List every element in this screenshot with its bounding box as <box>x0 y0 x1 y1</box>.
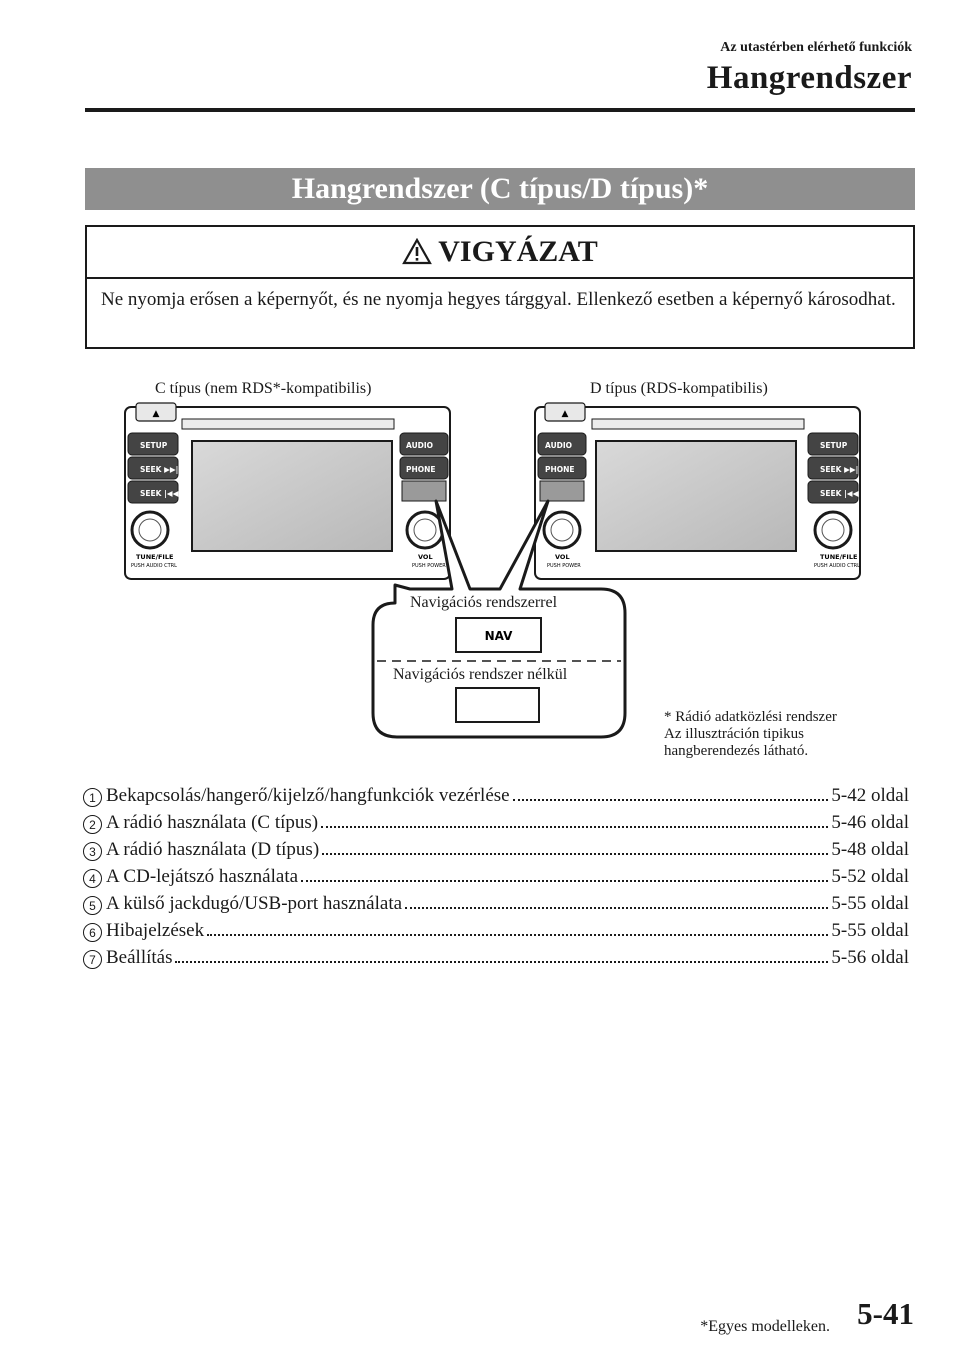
leader-dots <box>321 826 828 828</box>
figure-note-line-3: hangberendezés látható. <box>664 743 809 759</box>
caution-text: Ne nyomja erősen a képernyőt, és ne nyomja hegyes tárggyal. Ellenkező esetben a képernyő károsodhat. <box>101 289 896 310</box>
c-type-unit <box>125 403 450 579</box>
d-setup-button[interactable]: SETUP <box>820 441 848 450</box>
warning-icon <box>402 238 432 265</box>
d-tune-sublabel: PUSH AUDIO CTRL <box>814 563 860 569</box>
d-tune-label: TUNE/FILE <box>820 553 858 561</box>
toc-page-ref[interactable]: 5-56 oldal <box>831 947 909 968</box>
leader-dots <box>322 853 828 855</box>
c-tune-label: TUNE/FILE <box>136 553 174 561</box>
c-seek-down-button[interactable]: SEEK |◀◀ <box>140 489 179 498</box>
c-audio-button[interactable]: AUDIO <box>406 441 434 450</box>
caution-box <box>85 225 915 349</box>
toc-label: A CD-lejátszó használata <box>106 866 299 887</box>
toc-item[interactable] <box>83 916 909 942</box>
d-display-screen[interactable] <box>596 441 796 551</box>
toc-item[interactable] <box>83 835 909 861</box>
blank-button-illustration <box>456 688 539 722</box>
d-seek-up-button[interactable]: SEEK ▶▶| <box>820 465 859 474</box>
caution-heading <box>87 227 913 279</box>
figure-note <box>664 709 837 760</box>
leader-dots <box>301 880 828 882</box>
toc-page-ref[interactable]: 5-55 oldal <box>831 893 909 914</box>
header-rule <box>85 108 915 112</box>
toc-page-ref[interactable]: 5-52 oldal <box>831 866 909 887</box>
d-vol-label: VOL <box>555 553 570 561</box>
toc-item[interactable] <box>83 808 909 834</box>
c-nav-slot[interactable] <box>402 481 446 501</box>
toc-item[interactable] <box>83 889 909 915</box>
c-phone-button[interactable]: PHONE <box>406 465 436 474</box>
leader-dots <box>175 961 828 963</box>
audio-units-illustration <box>0 395 960 745</box>
leader-dots <box>405 907 828 909</box>
toc-page-ref[interactable]: 5-46 oldal <box>831 812 909 833</box>
d-audio-button[interactable]: AUDIO <box>545 441 573 450</box>
toc-page-ref[interactable]: 5-55 oldal <box>831 920 909 941</box>
item-number: 5 <box>83 896 102 915</box>
d-type-caption: D típus (RDS-kompatibilis) <box>590 380 768 397</box>
toc-label: Bekapcsolás/hangerő/kijelző/hangfunkciók vezérlése <box>106 785 510 806</box>
toc-item[interactable] <box>83 781 909 807</box>
toc-page-ref[interactable]: 5-48 oldal <box>831 839 909 860</box>
toc-label: A rádió használata (D típus) <box>106 839 320 860</box>
toc-item[interactable] <box>83 943 909 969</box>
item-number: 7 <box>83 950 102 969</box>
header-title: Hangrendszer <box>706 60 912 96</box>
figure-note-line-2: Az illusztráción tipikus <box>664 726 804 742</box>
leader-dots <box>207 934 828 936</box>
item-number: 4 <box>83 869 102 888</box>
toc-item[interactable] <box>83 862 909 888</box>
c-vol-sublabel: PUSH POWER <box>412 563 446 569</box>
c-vol-label: VOL <box>418 553 433 561</box>
with-nav-label: Navigációs rendszerrel <box>410 594 558 611</box>
d-seek-down-button[interactable]: SEEK |◀◀ <box>820 489 859 498</box>
c-seek-up-button[interactable]: SEEK ▶▶| <box>140 465 179 474</box>
header-section: Az utastérben elérhető funkciók <box>720 40 912 55</box>
page-number: 5-41 <box>857 1296 914 1331</box>
toc-label: Hibajelzések <box>106 920 205 941</box>
section-band-title: Hangrendszer (C típus/D típus)* <box>85 168 915 210</box>
d-vol-sublabel: PUSH POWER <box>547 563 581 569</box>
d-nav-slot[interactable] <box>540 481 584 501</box>
d-eject-button[interactable]: ▲ <box>561 409 569 419</box>
c-eject-button[interactable]: ▲ <box>152 409 160 419</box>
item-number: 3 <box>83 842 102 861</box>
leader-dots <box>513 799 829 801</box>
without-nav-label: Navigációs rendszer nélkül <box>393 666 568 683</box>
c-tune-sublabel: PUSH AUDIO CTRL <box>131 563 177 569</box>
toc-label: A külső jackdugó/USB-port használata <box>106 893 403 914</box>
item-number: 1 <box>83 788 102 807</box>
d-type-unit <box>535 403 860 579</box>
footer-note: *Egyes modelleken. <box>700 1318 830 1335</box>
item-number: 6 <box>83 923 102 942</box>
toc-label: A rádió használata (C típus) <box>106 812 319 833</box>
figure-note-line-1: * Rádió adatközlési rendszer <box>664 709 837 725</box>
nav-button-label: NAV <box>484 629 513 643</box>
d-phone-button[interactable]: PHONE <box>545 465 575 474</box>
c-type-caption: C típus (nem RDS*-kompatibilis) <box>155 380 372 397</box>
caution-heading-text: VIGYÁZAT <box>438 235 598 268</box>
c-setup-button[interactable]: SETUP <box>140 441 168 450</box>
toc-label: Beállítás <box>106 947 173 968</box>
c-display-screen[interactable] <box>192 441 392 551</box>
item-number: 2 <box>83 815 102 834</box>
toc-page-ref[interactable]: 5-42 oldal <box>831 785 909 806</box>
